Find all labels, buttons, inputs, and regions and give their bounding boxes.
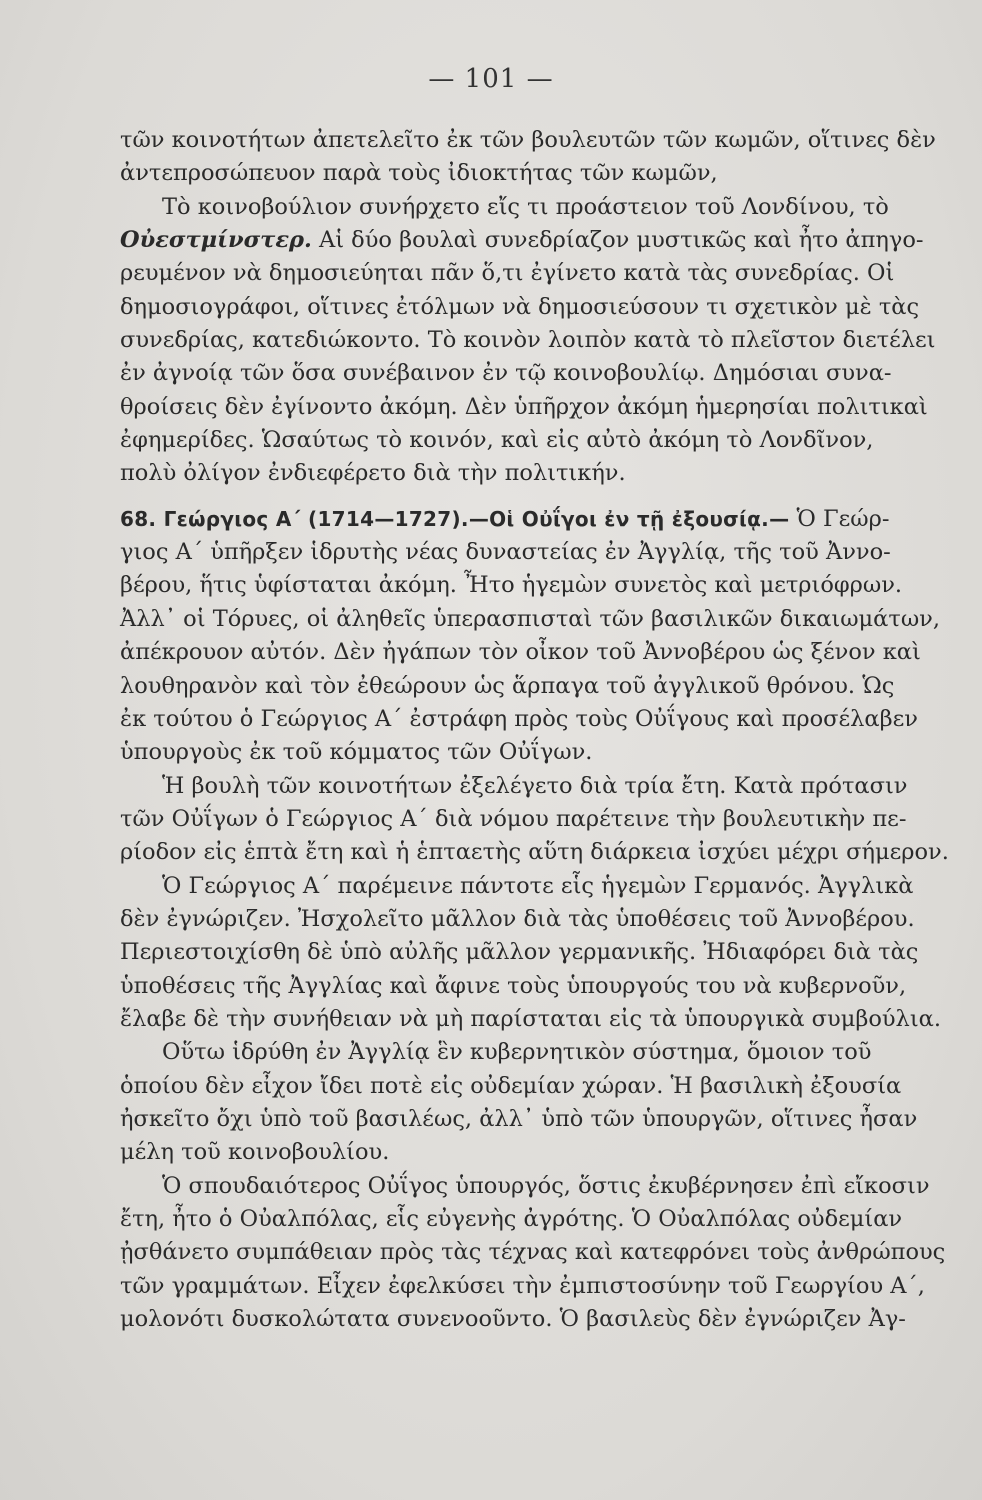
paragraph-system	[120, 1036, 918, 1169]
text-line: Ὁ σπουδαιότερος Οὐΐγος ὑπουργός, ὅστις ἐκυβέρνησεν ἐπὶ εἴκοσιν	[162, 1172, 930, 1199]
text-line: τῶν γραμμάτων. Εἶχεν ἐφελκύσει τὴν ἐμπιστοσύνην τοῦ Γεωργίου Α΄,	[120, 1272, 925, 1299]
text-line: συνεδρίας, κατεδιώκοντο. Τὸ κοινὸν λοιπὸν κατὰ τὸ πλεῖστον διετέλει	[120, 327, 936, 354]
text-line: ἀντεπροσώπευον παρὰ τοὺς ἰδιοκτήτας τῶν κωμῶν,	[120, 160, 718, 187]
text-line: ἔλαβε δὲ τὴν συνήθειαν νὰ μὴ παρίσταται εἰς τὰ ὑπουργικὰ συμβούλια.	[120, 1005, 941, 1032]
section-68	[120, 503, 940, 770]
text-line: Περιεστοιχίσθη δὲ ὑπὸ αὐλῆς μᾶλλον γερμανικῆς. Ἠδιαφόρει διὰ τὰς	[120, 939, 919, 966]
westminster-emphasis: Οὐεστμίνστερ.	[120, 227, 312, 254]
section-gap	[120, 491, 865, 503]
paragraph-term	[120, 770, 949, 870]
page-number: — 101 —	[428, 64, 554, 94]
section-heading: 68. Γεώργιος Α΄ (1714—1727).—Οἱ Οὐΐγοι ἐν τῇ ἐξουσίᾳ.—	[120, 506, 790, 531]
paragraph-walpole	[120, 1170, 946, 1337]
text-line: θροίσεις δὲν ἐγίνοντο ἀκόμη. Δὲν ὑπῆρχον ἀκόμη ἡμερησίαι πολιτικαὶ	[120, 393, 928, 420]
text-line: ἐν ἀγνοίᾳ τῶν ὅσα συνέβαινον ἐν τῷ κοινοβουλίῳ. Δημόσιαι συνα-	[120, 360, 892, 387]
text-line: ἐφημερίδες. Ὡσαύτως τὸ κοινόν, καὶ εἰς αὐτὸ ἀκόμη τὸ Λονδῖνον,	[120, 427, 874, 454]
text-line: γιος Α΄ ὑπῆρξεν ἱδρυτὴς νέας δυναστείας ἐν Ἀγγλίᾳ, τῆς τοῦ Ἀννο-	[120, 539, 891, 566]
text-line: πολὺ ὀλίγον ἐνδιεφέρετο διὰ τὴν πολιτικήν.	[120, 460, 626, 487]
text-line	[120, 224, 924, 257]
text-line: βέρου, ἥτις ὑφίσταται ἀκόμη. Ἦτο ἡγεμὼν συνετὸς καὶ μετριόφρων.	[120, 572, 903, 599]
text-line: δημοσιογράφοι, οἵτινες ἐτόλμων νὰ δημοσιεύσουν τι σχετικὸν μὲ τὰς	[120, 293, 920, 320]
text-line: ὑποθέσεις τῆς Ἀγγλίας καὶ ἄφινε τοὺς ὑπουργούς του νὰ κυβερνοῦν,	[120, 972, 907, 999]
text-line: ἀπέκρουον αὐτόν. Δὲν ἠγάπων τὸν οἶκον τοῦ Ἀννοβέρου ὡς ξένον καὶ	[120, 639, 921, 666]
text-line: μέλη τοῦ κοινοβουλίου.	[120, 1139, 390, 1166]
text-line: ἠσκεῖτο ὄχι ὑπὸ τοῦ βασιλέως, ἀλλ᾽ ὑπὸ τῶν ὑπουργῶν, οἵτινες ἦσαν	[120, 1105, 918, 1132]
text-line	[120, 503, 890, 536]
text-line: ρευμένον νὰ δημοσιεύηται πᾶν ὅ,τι ἐγίνετο κατὰ τὰς συνεδρίας. Οἱ	[120, 260, 895, 287]
paragraph-parliament	[120, 191, 936, 491]
text-line: λουθηρανὸν καὶ τὸν ἐθεώρουν ὡς ἅρπαγα τοῦ ἀγγλικοῦ θρόνου. Ὡς	[120, 672, 895, 699]
text-line: τῶν Οὐΐγων ὁ Γεώργιος Α΄ διὰ νόμου παρέτεινε τὴν βουλευτικὴν πε-	[120, 805, 907, 832]
text-line: ὑπουργοὺς ἐκ τοῦ κόμματος τῶν Οὐΐγων.	[120, 739, 593, 766]
text-line: ᾐσθάνετο συμπάθειαν πρὸς τὰς τέχνας καὶ κατεφρόνει τοὺς ἀνθρώπους	[120, 1239, 946, 1266]
paragraph-george	[120, 870, 941, 1037]
text-line: ρίοδον εἰς ἑπτὰ ἔτη καὶ ἡ ἑπταετὴς αὕτη διάρκεια ἰσχύει μέχρι σήμερον.	[120, 839, 949, 866]
text-line: τῶν κοινοτήτων ἀπετελεῖτο ἐκ τῶν βουλευτῶν τῶν κωμῶν, οἵτινες δὲν	[120, 127, 936, 153]
paragraph-continuation	[120, 124, 936, 191]
text-line: μολονότι δυσκολώτατα συνενοοῦντο. Ὁ βασιλεὺς δὲν ἐγνώριζεν Ἀγ-	[120, 1306, 906, 1333]
text-line: Τὸ κοινοβούλιον συνήρχετο εἴς τι προάστειον τοῦ Λονδίνου, τὸ	[162, 193, 889, 220]
text-line: ἔτη, ἦτο ὁ Οὐαλπόλας, εἷς εὐγενὴς ἀγρότης. Ὁ Οὐαλπόλας οὐδεμίαν	[120, 1206, 903, 1232]
text-line: ἐκ τούτου ὁ Γεώργιος Α΄ ἐστράφη πρὸς τοὺς Οὐΐγους καὶ προσέλαβεν	[120, 705, 918, 732]
text-line: Ἡ βουλὴ τῶν κοινοτήτων ἐξελέγετο διὰ τρία ἔτη. Κατὰ πρότασιν	[162, 772, 908, 799]
text-span: Αἱ δύο βουλαὶ συνεδρίαζον μυστικῶς καὶ ἦτο ἀπηγο-	[311, 227, 924, 254]
text-line: δὲν ἐγνώριζεν. Ἠσχολεῖτο μᾶλλον διὰ τὰς ὑποθέσεις τοῦ Ἀννοβέρου.	[120, 905, 915, 932]
text-line: Ἀλλ᾽ οἱ Τόρυες, οἱ ἀληθεῖς ὑπερασπισταὶ τῶν βασιλικῶν δικαιωμάτων,	[120, 605, 940, 632]
text-span: Ὁ Γεώρ-	[789, 505, 890, 532]
text-line: Ὁ Γεώργιος Α΄ παρέμεινε πάντοτε εἷς ἡγεμὼν Γερμανός. Ἀγγλικὰ	[162, 872, 914, 899]
text-line: ὁποίου δὲν εἶχον ἴδει ποτὲ εἰς οὐδεμίαν χώραν. Ἡ βασιλικὴ ἐξουσία	[120, 1072, 902, 1099]
body-text	[120, 124, 949, 1336]
text-line: Οὕτω ἱδρύθη ἐν Ἀγγλίᾳ ἓν κυβερνητικὸν σύστημα, ὅμοιον τοῦ	[162, 1039, 872, 1066]
